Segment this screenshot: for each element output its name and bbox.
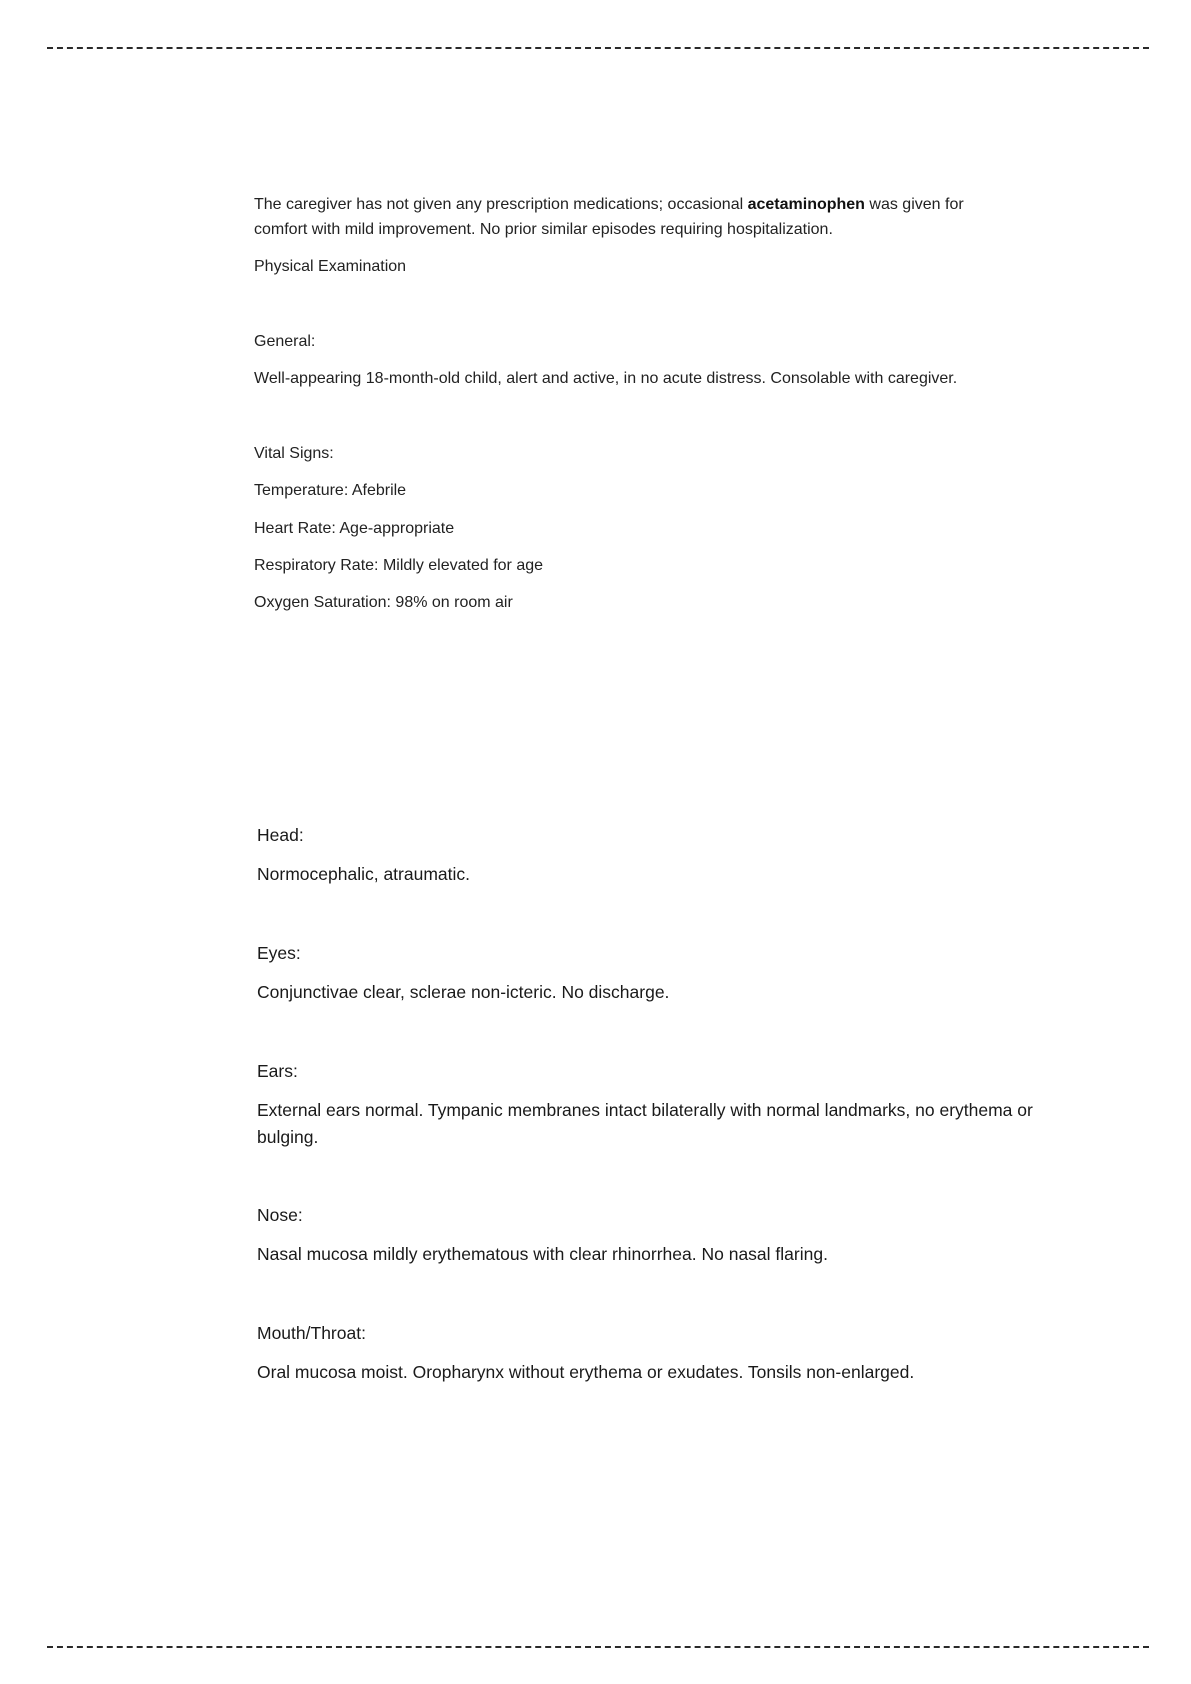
head-label: Head:	[257, 825, 304, 845]
vital-temperature: Temperature: Afebrile	[254, 482, 407, 499]
eyes-label: Eyes:	[257, 943, 301, 963]
top-dashed-rule	[47, 47, 1149, 49]
ears-text-line1: External ears normal. Tympanic membranes intact bilaterally with normal landmarks, no erythema or	[257, 1100, 1033, 1120]
bottom-dashed-rule	[47, 1646, 1149, 1648]
nose-label: Nose:	[257, 1205, 303, 1225]
mouth-throat-label: Mouth/Throat:	[257, 1323, 366, 1343]
eyes-text: Conjunctivae clear, sclerae non-icteric. No discharge.	[257, 982, 670, 1002]
vital-oxygen-saturation: Oxygen Saturation: 98% on room air	[254, 594, 513, 611]
ears-text-line2: bulging.	[257, 1127, 319, 1147]
vital-heart-rate: Heart Rate: Age-appropriate	[254, 520, 455, 537]
mouth-throat-text: Oral mucosa moist. Oropharynx without erythema or exudates. Tonsils non-enlarged.	[257, 1362, 915, 1382]
intro-text-after: was given for comfort with mild improvement. No prior similar episodes requiring hospitalization.	[254, 196, 964, 238]
vital-respiratory-rate: Respiratory Rate: Mildly elevated for age	[254, 557, 544, 574]
vital-signs-label: Vital Signs:	[254, 445, 334, 462]
intro-bold-medication: acetaminophen	[747, 196, 865, 213]
intro-text-before: The caregiver has not given any prescription medications; occasional	[254, 196, 748, 213]
general-text: Well-appearing 18-month-old child, alert and active, in no acute distress. Consolable with caregiver.	[254, 370, 958, 387]
general-label: General:	[254, 333, 316, 350]
ears-label: Ears:	[257, 1061, 298, 1081]
intro-paragraph	[254, 192, 1014, 242]
physical-exam-heading: Physical Examination	[254, 258, 407, 275]
nose-text: Nasal mucosa mildly erythematous with clear rhinorrhea. No nasal flaring.	[257, 1244, 828, 1264]
head-text: Normocephalic, atraumatic.	[257, 864, 470, 884]
